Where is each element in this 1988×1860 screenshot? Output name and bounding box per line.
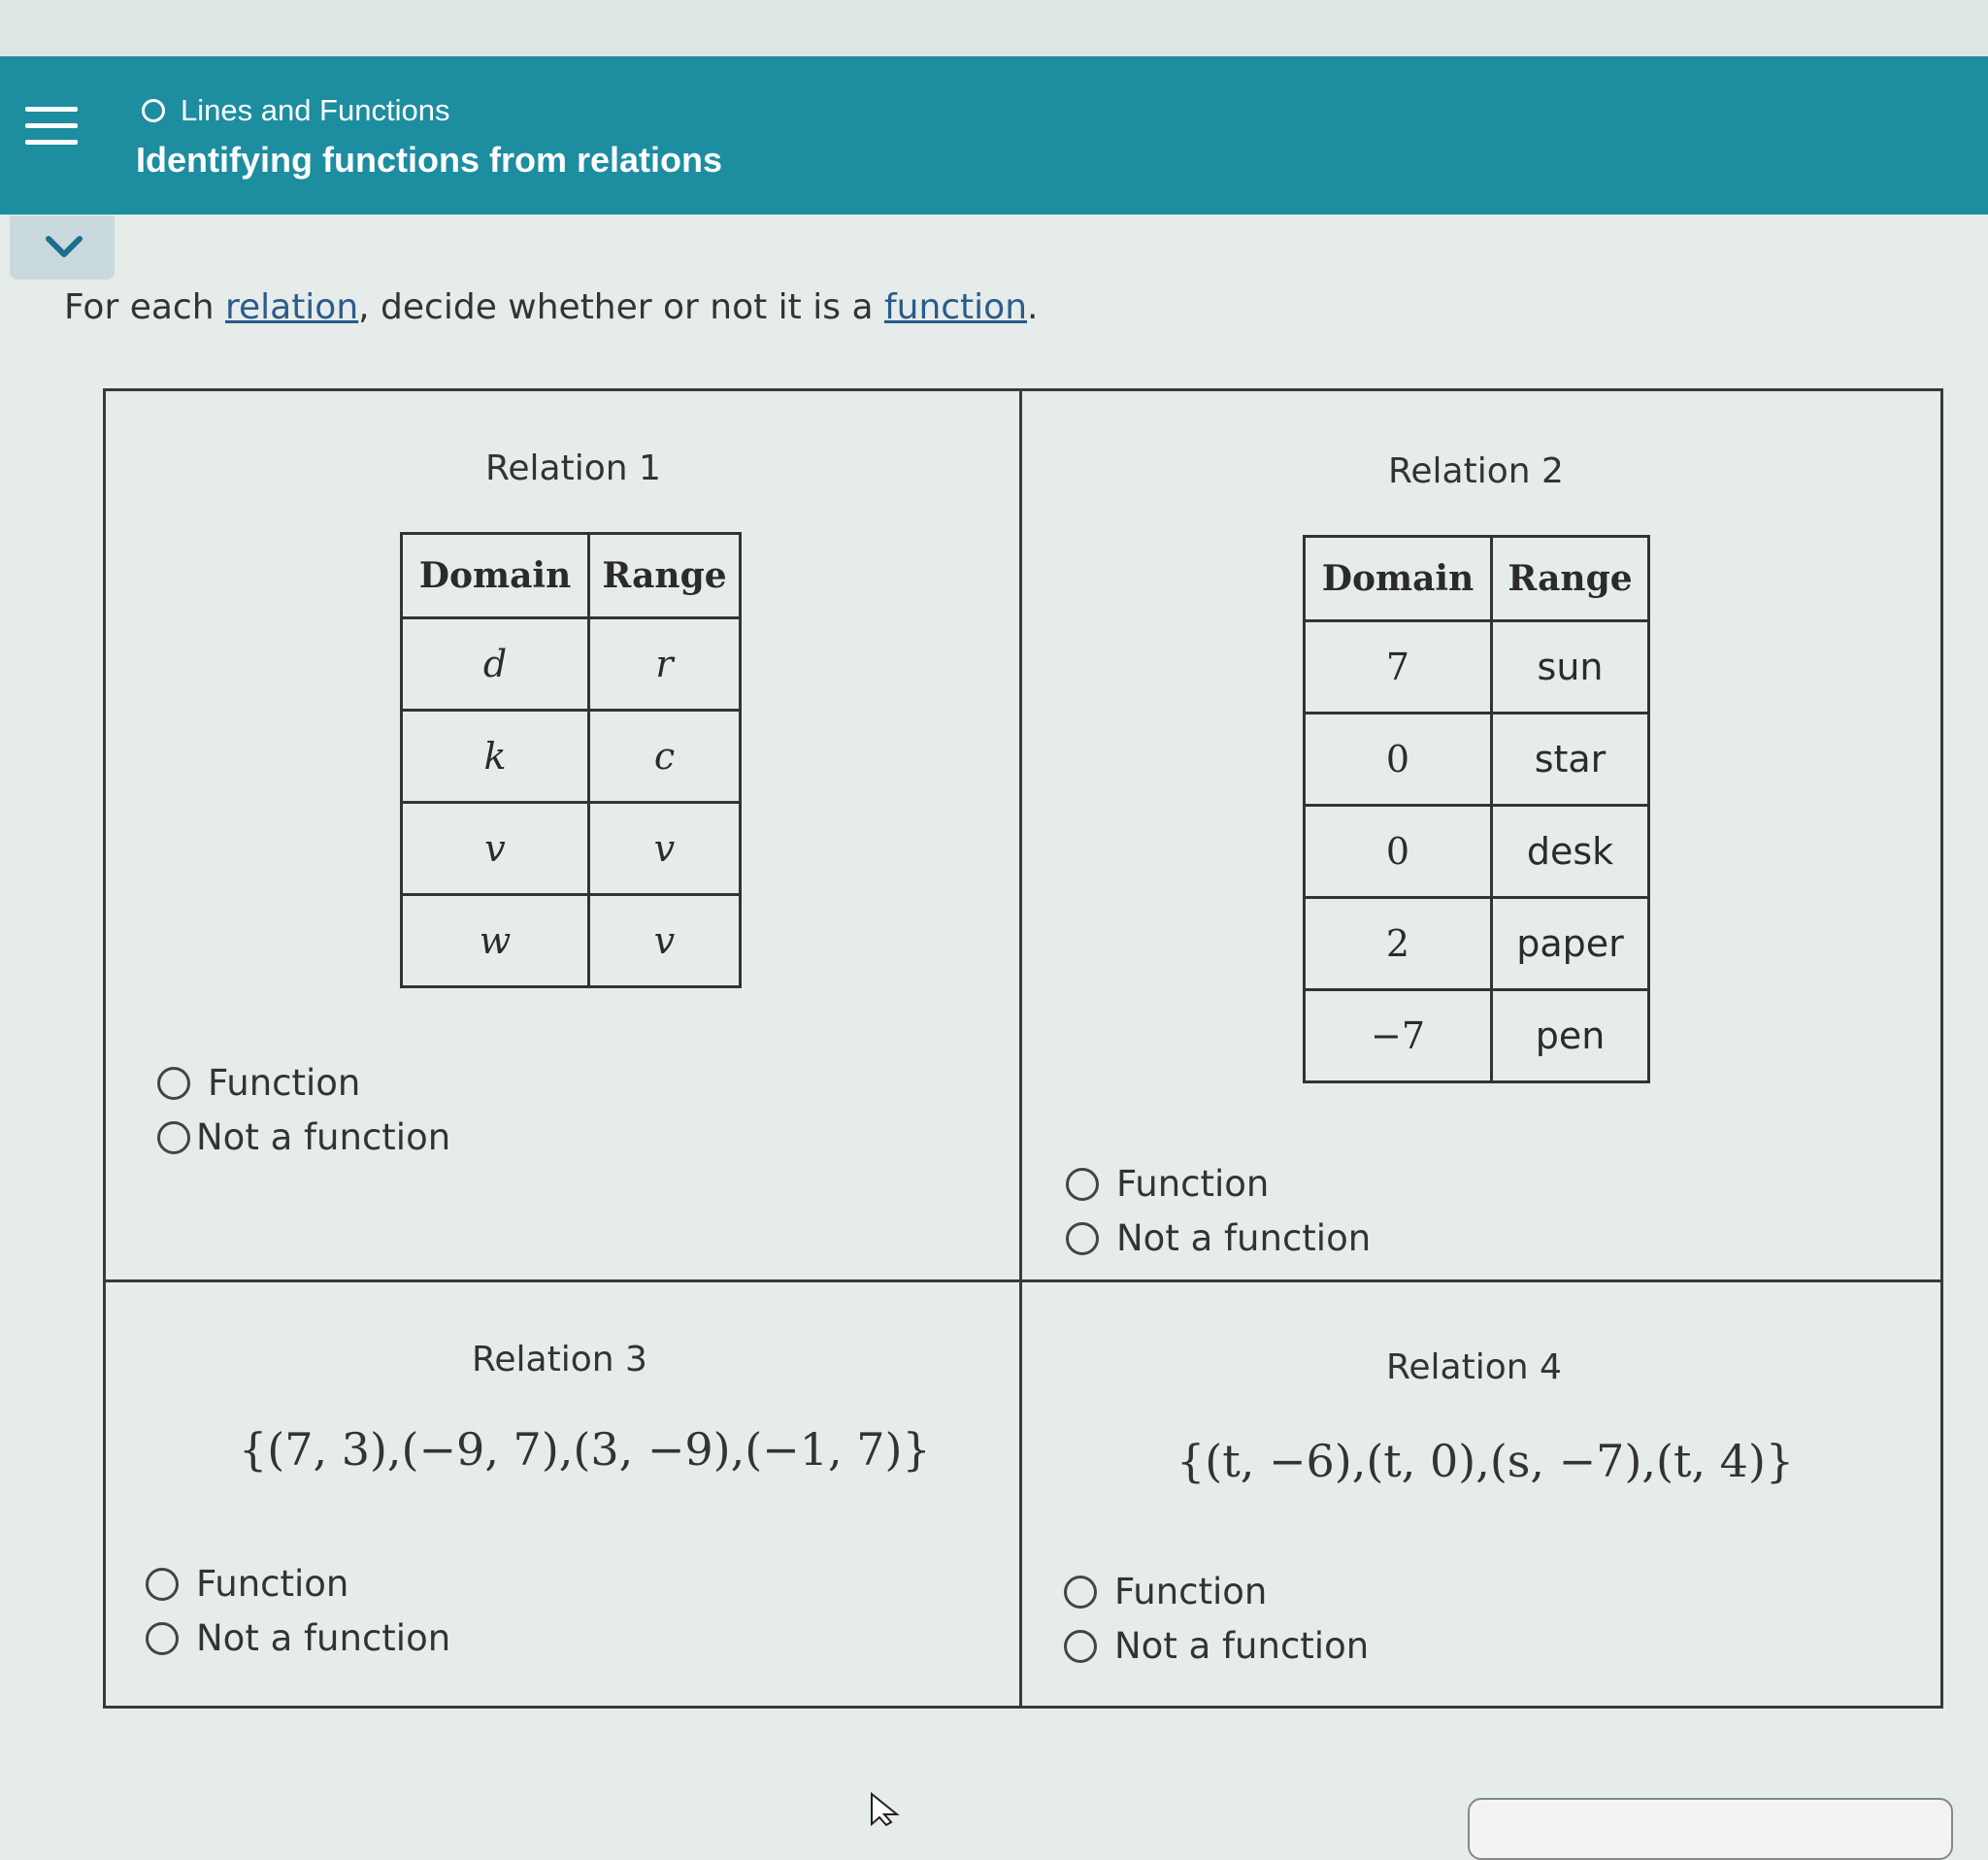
option-label: Function bbox=[1116, 1163, 1270, 1205]
relation-3-title: Relation 3 bbox=[472, 1340, 647, 1379]
option-label: Function bbox=[1114, 1571, 1268, 1612]
relation-3-set: {(7, 3),(−9, 7),(3, −9),(−1, 7)} bbox=[239, 1423, 931, 1476]
table-row bbox=[1305, 990, 1649, 1082]
domain-cell: w bbox=[402, 895, 589, 987]
range-cell: pen bbox=[1492, 990, 1649, 1082]
option-label: Function bbox=[196, 1563, 349, 1605]
relation-link[interactable]: relation bbox=[224, 287, 359, 327]
relation-4-title: Relation 4 bbox=[1386, 1347, 1562, 1387]
radio-button[interactable] bbox=[157, 1067, 190, 1100]
range-cell: v bbox=[589, 895, 741, 987]
header-bar bbox=[0, 56, 1988, 215]
radio-button[interactable] bbox=[1064, 1576, 1097, 1609]
domain-cell: v bbox=[402, 803, 589, 895]
range-cell: r bbox=[589, 618, 741, 711]
relation-3-function-option[interactable] bbox=[146, 1563, 348, 1605]
topic-circle-icon bbox=[142, 99, 165, 122]
relations-grid bbox=[103, 388, 1943, 1709]
range-header: Range bbox=[1492, 537, 1649, 621]
table-row bbox=[1305, 806, 1649, 898]
hamburger-menu-icon[interactable] bbox=[25, 107, 78, 149]
domain-cell: 7 bbox=[1305, 621, 1492, 714]
relation-2-title: Relation 2 bbox=[1388, 451, 1564, 491]
chevron-down-icon bbox=[45, 233, 83, 260]
grid-horizontal-divider bbox=[103, 1279, 1943, 1282]
range-cell: sun bbox=[1492, 621, 1649, 714]
table-header-row bbox=[1305, 537, 1649, 621]
page-title: Identifying functions from relations bbox=[136, 140, 723, 180]
instruction-middle: , decide whether or not it is a bbox=[358, 287, 884, 327]
bottom-action-button[interactable] bbox=[1468, 1798, 1953, 1860]
domain-cell: 2 bbox=[1305, 898, 1492, 990]
range-cell: c bbox=[589, 711, 741, 803]
radio-button[interactable] bbox=[146, 1568, 179, 1601]
radio-button[interactable] bbox=[157, 1121, 190, 1154]
collapse-button[interactable] bbox=[10, 216, 115, 280]
option-label: Not a function bbox=[1116, 1217, 1372, 1259]
relation-1-not-function-option[interactable] bbox=[157, 1116, 450, 1158]
function-link[interactable]: function bbox=[883, 287, 1028, 327]
relation-2-function-option[interactable] bbox=[1066, 1163, 1269, 1205]
domain-cell: 0 bbox=[1305, 714, 1492, 806]
range-cell: desk bbox=[1492, 806, 1649, 898]
table-row bbox=[1305, 898, 1649, 990]
table-row bbox=[402, 895, 741, 987]
domain-cell: 0 bbox=[1305, 806, 1492, 898]
relation-1-title: Relation 1 bbox=[485, 448, 661, 488]
radio-button[interactable] bbox=[146, 1622, 179, 1655]
table-row bbox=[1305, 621, 1649, 714]
range-header: Range bbox=[589, 534, 741, 618]
radio-button[interactable] bbox=[1064, 1630, 1097, 1663]
domain-cell: d bbox=[402, 618, 589, 711]
domain-cell: −7 bbox=[1305, 990, 1492, 1082]
option-label: Function bbox=[208, 1062, 361, 1104]
radio-button[interactable] bbox=[1066, 1222, 1099, 1255]
table-row bbox=[402, 711, 741, 803]
instruction-suffix: . bbox=[1027, 287, 1039, 327]
range-cell: star bbox=[1492, 714, 1649, 806]
topic-title: Lines and Functions bbox=[181, 93, 450, 127]
table-row bbox=[402, 803, 741, 895]
range-cell: paper bbox=[1492, 898, 1649, 990]
instruction-text bbox=[64, 287, 1038, 327]
range-cell: v bbox=[589, 803, 741, 895]
top-strip bbox=[0, 0, 1988, 56]
option-label: Not a function bbox=[1114, 1625, 1370, 1667]
relation-3-not-function-option[interactable] bbox=[146, 1617, 450, 1659]
relation-1-function-option[interactable] bbox=[157, 1062, 360, 1104]
radio-button[interactable] bbox=[1066, 1168, 1099, 1201]
domain-header: Domain bbox=[402, 534, 589, 618]
topic-row bbox=[142, 93, 449, 128]
grid-vertical-divider bbox=[1019, 388, 1022, 1709]
relation-4-function-option[interactable] bbox=[1064, 1571, 1267, 1612]
relation-2-table bbox=[1303, 535, 1650, 1083]
relation-2-not-function-option[interactable] bbox=[1066, 1217, 1371, 1259]
mouse-cursor-icon bbox=[870, 1792, 905, 1826]
relation-4-set: {(t, −6),(t, 0),(s, −7),(t, 4)} bbox=[1176, 1435, 1795, 1487]
instruction-prefix: For each bbox=[64, 287, 225, 327]
relation-1-table bbox=[400, 532, 742, 988]
table-row bbox=[402, 618, 741, 711]
relation-4-not-function-option[interactable] bbox=[1064, 1625, 1369, 1667]
table-header-row bbox=[402, 534, 741, 618]
option-label: Not a function bbox=[196, 1116, 451, 1158]
table-row bbox=[1305, 714, 1649, 806]
domain-cell: k bbox=[402, 711, 589, 803]
domain-header: Domain bbox=[1305, 537, 1492, 621]
option-label: Not a function bbox=[196, 1617, 451, 1659]
